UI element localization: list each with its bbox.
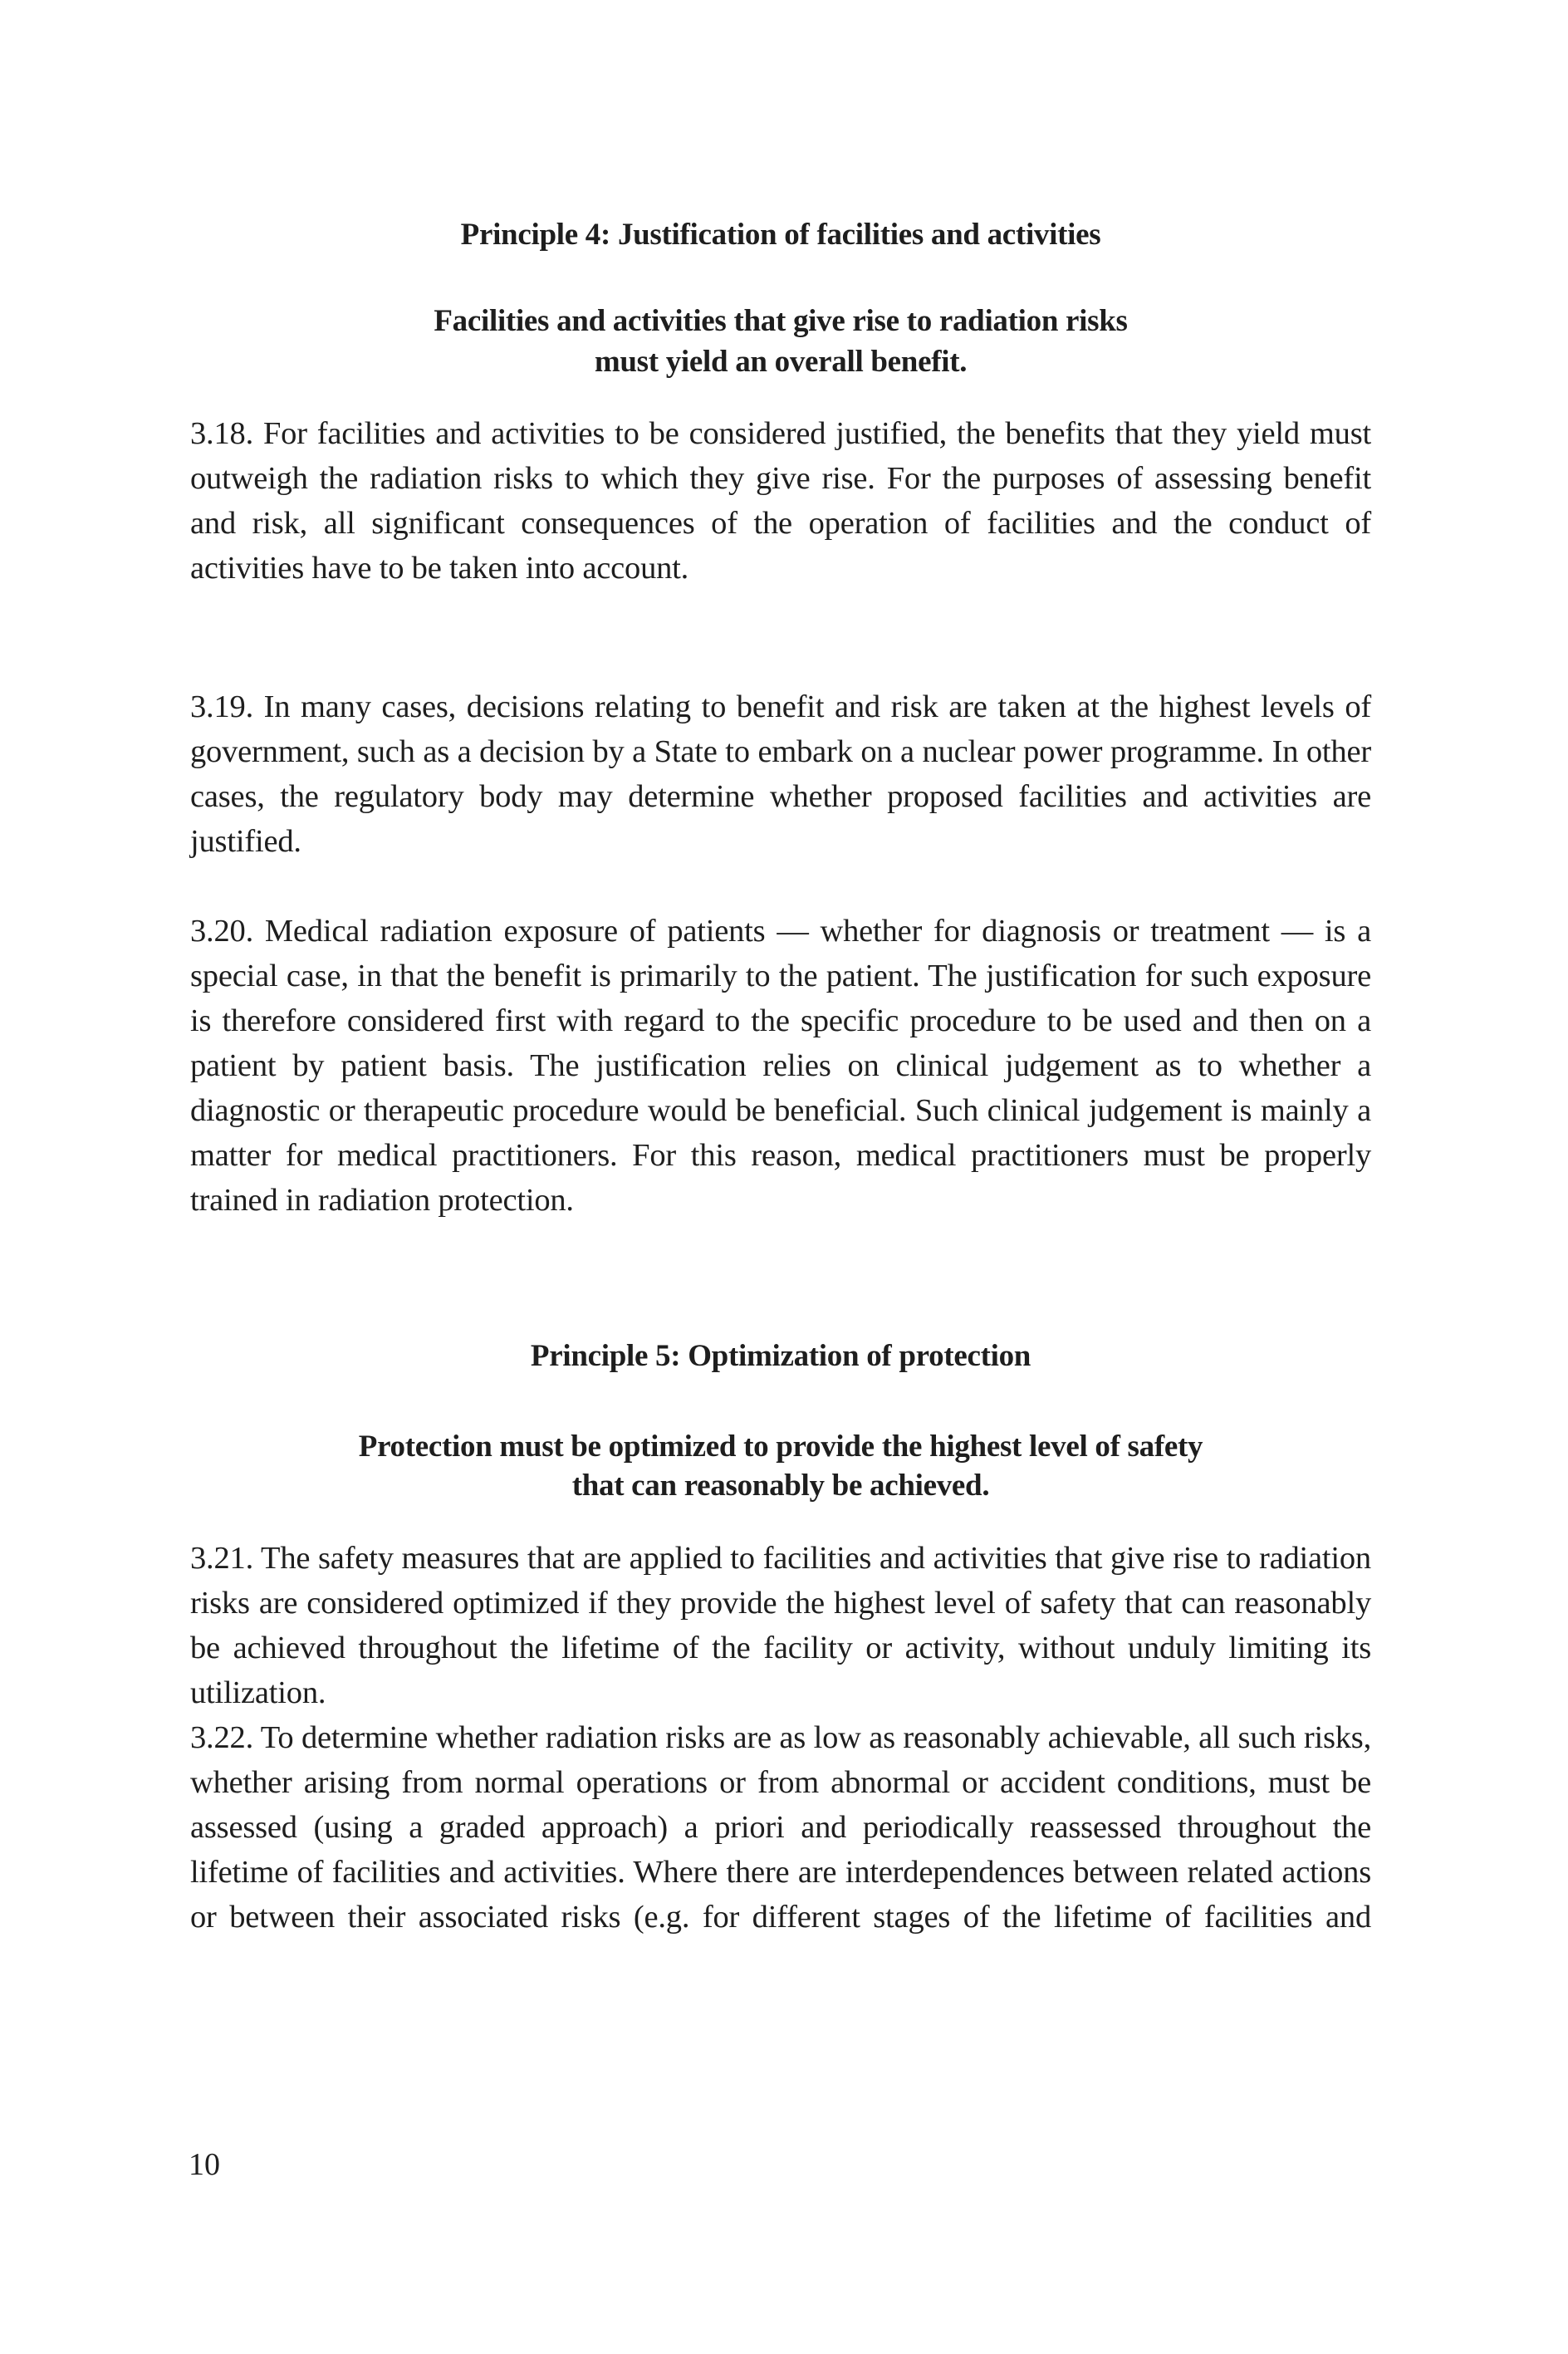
page-number: 10 (189, 2147, 220, 2182)
principle-4-statement-line-2: must yield an overall benefit. (594, 345, 968, 379)
paragraph-3-19: 3.19. In many cases, decisions relating to benefit and risk are taken at the highest levels of government, such as a decision by a State to embark on a nuclear power programme. In other cases, the regulatory body may determine whether proposed facilities and activities are justified. (190, 689, 1371, 859)
principle-5-statement-line-1: Protection must be optimized to provide the highest level of safety (358, 1430, 1203, 1464)
principle-4-statement-line-1: Facilities and activities that give rise to radiation risks (434, 304, 1128, 338)
paragraph-3-22: 3.22. To determine whether radiation risks are as low as reasonably achievable, all such risks, whether arising from normal operations or from abnormal or accident conditions, must be assessed (using a graded approach) a priori and periodically reassessed throughout the lifetime of facilities and activities. Where there are interdependences between related actions or between their associated risks (e.g. for different stages of the lifetime of facilities and (190, 1720, 1371, 1935)
principle-5-heading: Principle 5: Optimization of protection (530, 1339, 1031, 1373)
principle-5-statement-line-2: that can reasonably be achieved. (571, 1469, 990, 1503)
paragraph-3-20: 3.20. Medical radiation exposure of patients — whether for diagnosis or treatment — is a special case, in that the benefit is primarily to the patient. The justification for such exposure is therefore considered first with regard to the specific procedure to be used and then on a patient by patient basis. The justification relies on clinical judgement as to whether a diagnostic or therapeutic procedure would be beneficial. Such clinical judgement is mainly a matter for medical practitioners. For this reason, medical practitioners must be properly trained in radiation protection. (190, 914, 1371, 1218)
paragraph-3-21: 3.21. The safety measures that are applied to facilities and activities that give rise to radiation risks are considered optimized if they provide the highest level of safety that can reasonably be achieved throughout the lifetime of the facility or activity, without unduly limiting its utilization. (190, 1541, 1371, 1710)
paragraph-3-18: 3.18. For facilities and activities to be considered justified, the benefits that they yield must outweigh the radiation risks to which they give rise. For the purposes of assessing benefit and risk, all significant consequences of the operation of facilities and the conduct of activities have to be taken into account. (190, 416, 1371, 586)
principle-4-heading: Principle 4: Justification of facilities and activities (460, 218, 1101, 252)
